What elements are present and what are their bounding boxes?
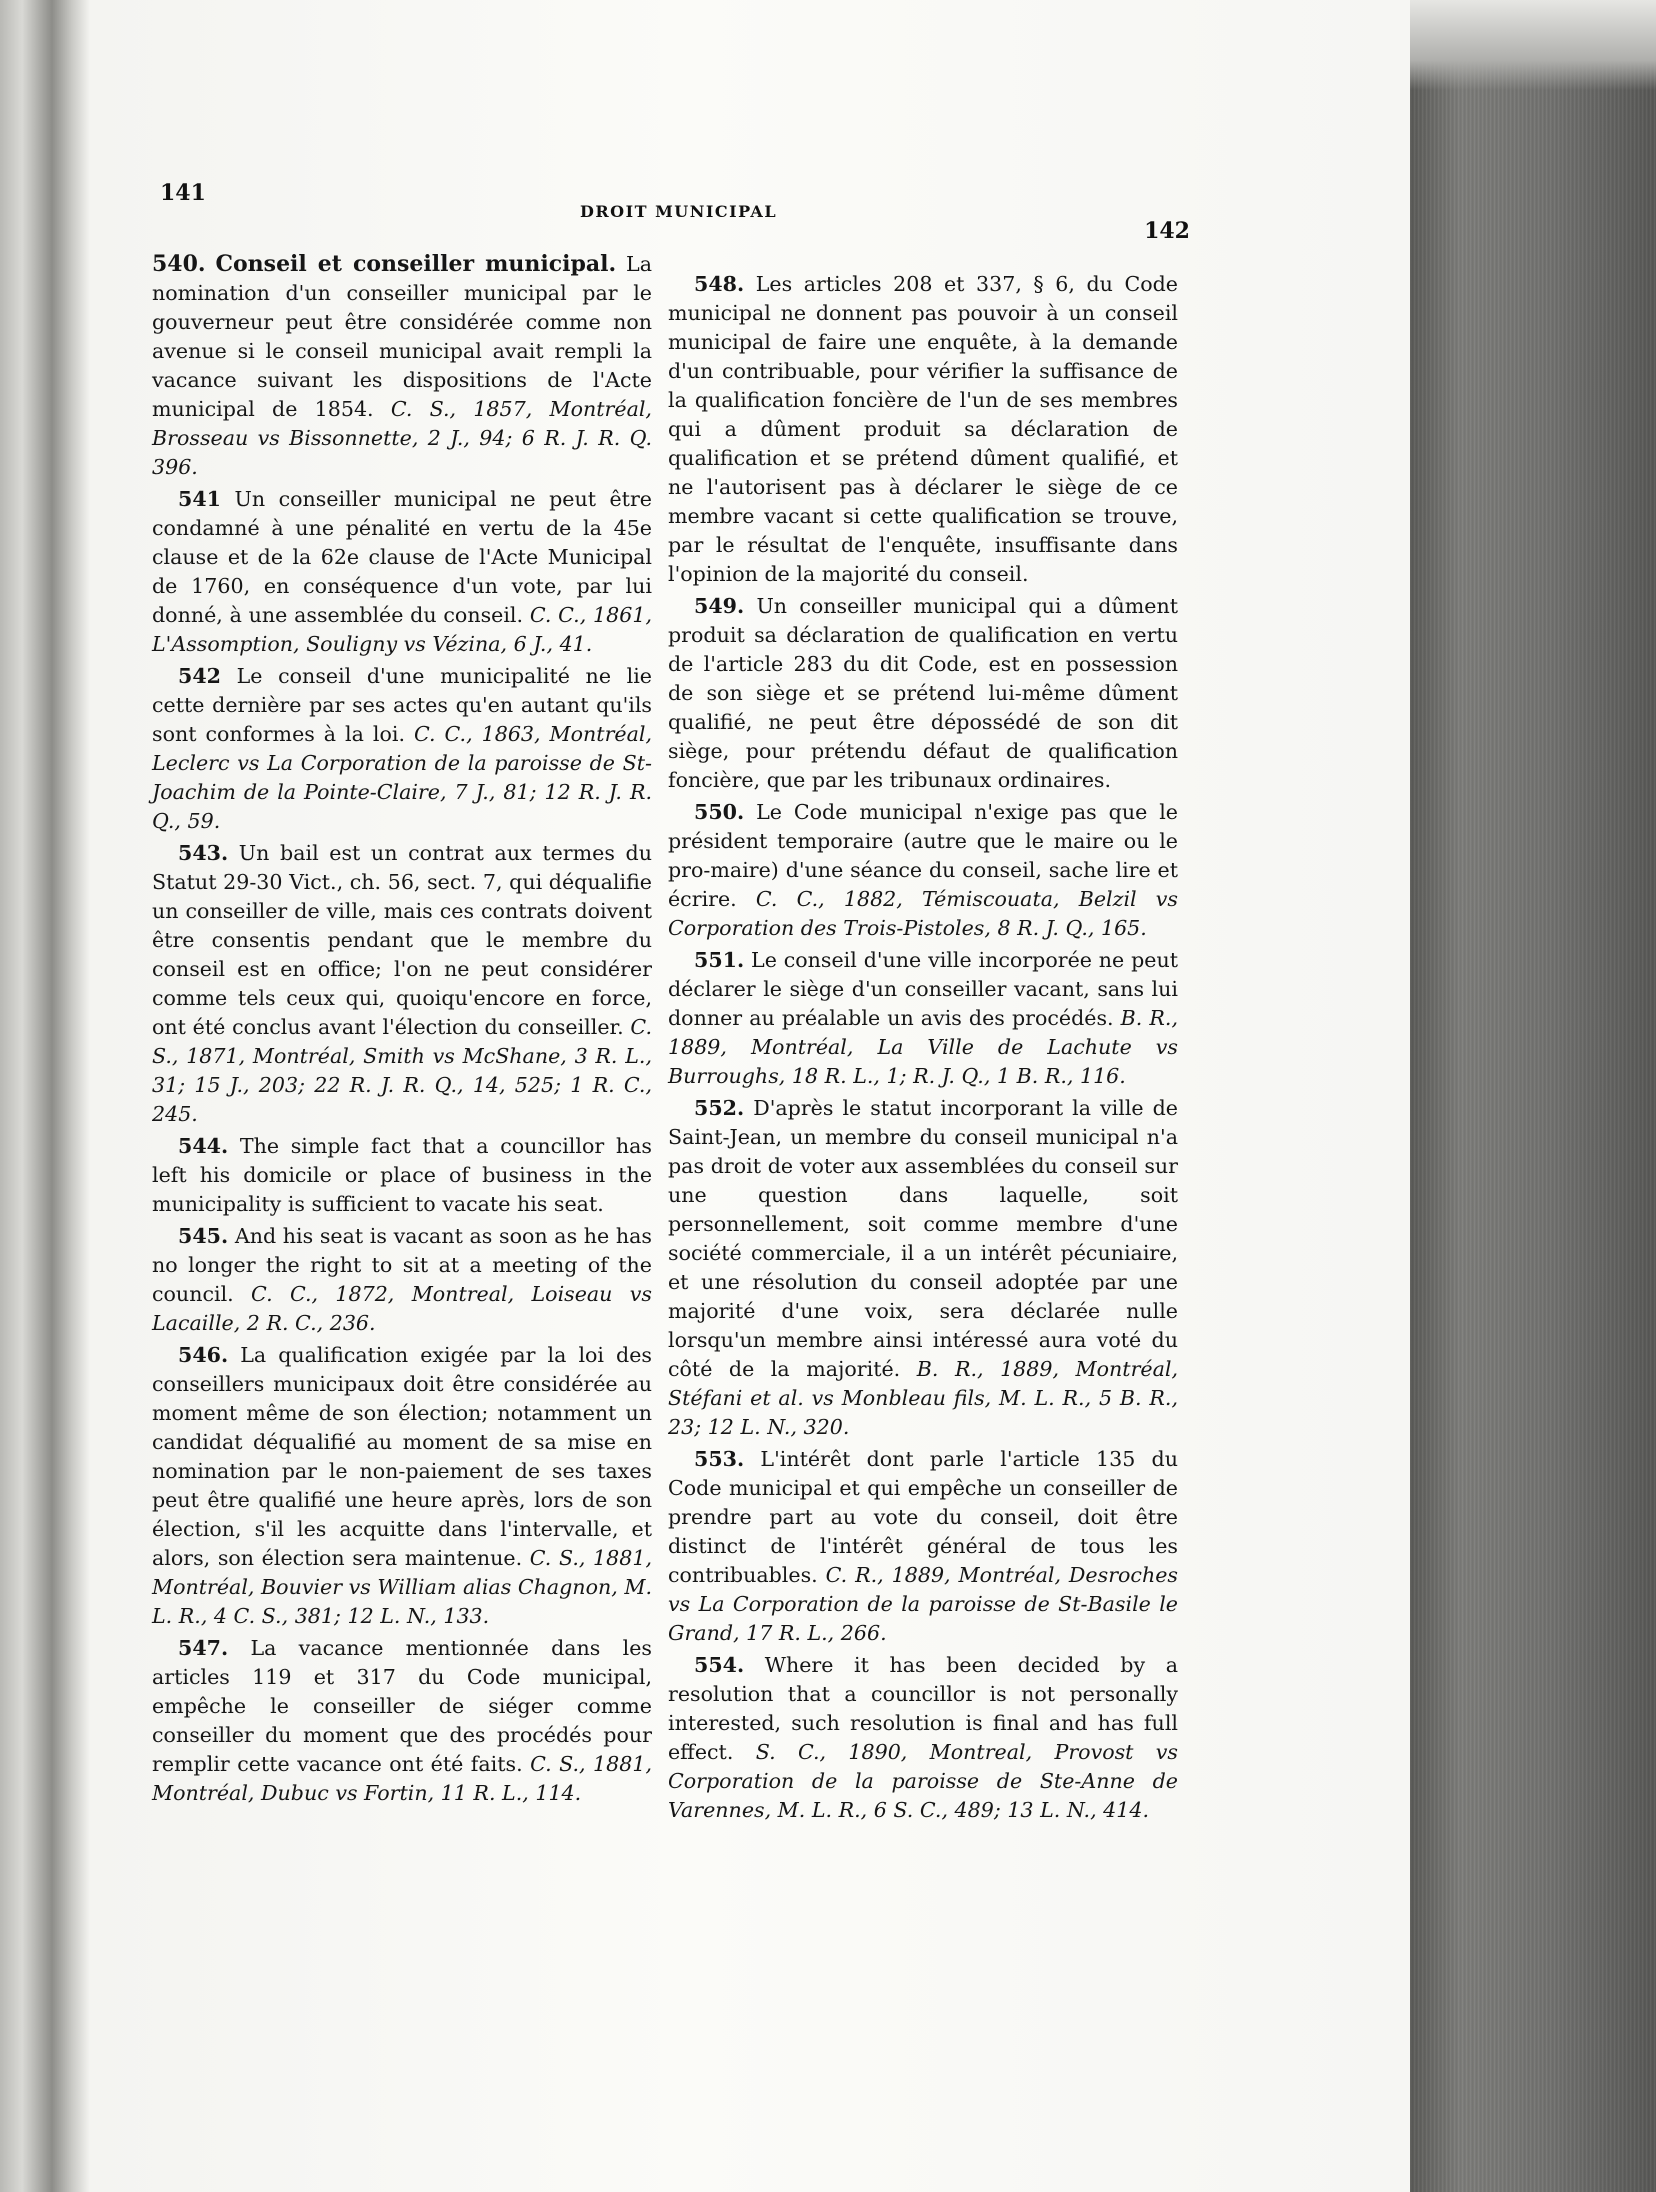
entry-544 (152, 1132, 652, 1219)
entry-text: Un conseiller municipal qui a dûment produit sa déclaration de qualification en vertu de l'article 283 du dit Code, est en possession de son siège et se prétend lui-même dûment qualifié, ne peut être dépossédé de son dit siège, pour prétendu défaut de qualification foncière, que par les tribunaux ordinaires. (668, 594, 1178, 792)
entry-number: 543. (178, 841, 229, 865)
column-right (668, 270, 1178, 1828)
entry-text: D'après le statut incorporant la ville de Saint-Jean, un membre du conseil municipal n'a pas droit de voter aux assemblées du conseil sur une question dans laquelle, soit personnellement, soit comme membre d'une société commerciale, il a un intérêt pécuniaire, et une résolution du conseil adoptée par une majorité d'une voix, sera déclarée nulle lorsqu'un membre ainsi intéressé aura voté du côté de la majorité. (668, 1096, 1178, 1381)
entry-number: 547. (178, 1636, 229, 1660)
entry-541 (152, 485, 652, 659)
entry-number: 546. (178, 1343, 229, 1367)
page-edges (1410, 0, 1656, 2192)
page-edges-top (1410, 0, 1656, 90)
entry-citation: C. S., 1881, Montréal, Dubuc vs Fortin, 11 R. L., 114. (152, 1752, 653, 1805)
book-binding (0, 0, 90, 2192)
entry-citation: C. C., 1863, Montréal, Leclerc vs La Corporation de la paroisse de St-Joachim de la Pointe-Claire, 7 J., 81; 12 R. J. R. Q., 59. (152, 722, 653, 833)
entry-number: 553. (694, 1447, 745, 1471)
entry-citation: C. R., 1889, Montréal, Desroches vs La Corporation de la paroisse de St-Basile le Grand, 17 R. L., 266. (668, 1563, 1178, 1645)
entry-text: Where it has been decided by a resolution that a councillor is not personally interested, such resolution is final and has full effect. (668, 1653, 1178, 1764)
entry-citation: C. C., 1872, Montreal, Loiseau vs Lacaille, 2 R. C., 236. (152, 1282, 652, 1335)
entry-number: 550. (694, 800, 745, 824)
entry-number: 544. (178, 1134, 229, 1158)
entry-citation: B. R., 1889, Montréal, Stéfani et al. vs Monbleau fils, M. L. R., 5 B. R., 23; 12 L. N., 320. (668, 1357, 1179, 1439)
entry-text: La vacance mentionnée dans les articles 119 et 317 du Code municipal, empêche le conseiller de siéger comme conseiller du moment que des procédés pour remplir cette vacance ont été faits. (152, 1636, 652, 1776)
running-title: DROIT MUNICIPAL (580, 202, 778, 221)
entry-number: 541 (178, 487, 221, 511)
page-header (160, 168, 1190, 244)
entry-citation: C. S., 1871, Montréal, Smith vs McShane, 3 R. L., 31; 15 J., 203; 22 R. J. R. Q., 14, 525; 1 R. C., 245. (152, 1015, 652, 1126)
entry-545 (152, 1222, 652, 1338)
entry-text: Le conseil d'une ville incorporée ne peut déclarer le siège d'un conseiller vacant, sans lui donner au préalable un avis des procédés. (668, 948, 1178, 1030)
entry-number: 540. (152, 251, 206, 277)
entry-text: Le Code municipal n'exige pas que le président temporaire (autre que le maire ou le pro-maire) d'une séance du conseil, sache lire et écrire. (668, 800, 1178, 911)
entry-text: La qualification exigée par la loi des conseillers municipaux doit être considérée au moment même de son élection; notamment un candidat déqualifié au moment de sa mise en nomination par le non-paiement de ses taxes peut être qualifié une heure après, lors de son élection, s'il les acquitte dans l'intervalle, et alors, son élection sera maintenue. (152, 1343, 652, 1570)
entry-548 (668, 270, 1178, 589)
entry-citation: C. S., 1881, Montréal, Bouvier vs William alias Chagnon, M. L. R., 4 C. S., 381; 12 L. N., 133. (152, 1546, 652, 1628)
entry-text: La nomination d'un conseiller municipal par le gouverneur peut être considérée comme non avenue si le conseil municipal avait rempli la vacance suivant les dispositions de l'Acte municipal de 1854. (152, 252, 652, 421)
entry-text: Un conseiller municipal ne peut être condamné à une pénalité en vertu de la 45e clause et de la 62e clause de l'Acte Municipal de 1760, en conséquence d'un vote, par lui donné, à une assemblée du conseil. (152, 487, 652, 627)
page-number-right: 142 (1144, 218, 1190, 244)
entry-text: Le conseil d'une municipalité ne lie cette dernière par ses actes qu'en autant qu'ils sont conformes à la loi. (152, 664, 652, 746)
entry-citation: C. C., 1861, L'Assomption, Souligny vs Vézina, 6 J., 41. (152, 603, 653, 656)
entry-542 (152, 662, 652, 836)
entry-text: The simple fact that a councillor has left his domicile or place of business in the municipality is sufficient to vacate his seat. (152, 1134, 652, 1216)
entry-552 (668, 1094, 1178, 1442)
entry-number: 548. (694, 272, 745, 296)
entry-549 (668, 592, 1178, 795)
entry-number: 554. (694, 1653, 745, 1677)
page-number-left: 141 (160, 180, 206, 206)
entry-number: 542 (178, 664, 221, 688)
entry-text: And his seat is vacant as soon as he has no longer the right to sit at a meeting of the council. (152, 1224, 652, 1306)
entry-554 (668, 1651, 1178, 1825)
entry-citation: S. C., 1890, Montreal, Provost vs Corporation de la paroisse de Ste-Anne de Varennes, M. L. R., 6 S. C., 489; 13 L. N., 414. (668, 1740, 1178, 1822)
entry-citation: B. R., 1889, Montréal, La Ville de Lachute vs Burroughs, 18 R. L., 1; R. J. Q., 1 B. R., 116. (668, 1006, 1179, 1088)
entry-text: Les articles 208 et 337, § 6, du Code municipal ne donnent pas pouvoir à un conseil municipal de faire une enquête, à la demande d'un contribuable, pour vérifier la suffisance de la qualification foncière de l'un de ses membres qui a dûment produit sa déclaration de qualification et se prétend dûment qualifié, et ne l'autorisent pas à déclarer le siège de ce membre vacant si cette qualification se trouve, par le résultat de l'enquête, insuffisante dans l'opinion de la majorité du conseil. (668, 272, 1178, 586)
entry-553 (668, 1445, 1178, 1648)
entry-546 (152, 1341, 652, 1631)
column-left (152, 250, 652, 1811)
entry-number: 552. (694, 1096, 745, 1120)
entry-title: Conseil et conseiller municipal. (215, 251, 617, 277)
entry-551 (668, 946, 1178, 1091)
entry-540 (152, 250, 652, 482)
entry-number: 545. (178, 1224, 229, 1248)
entry-number: 549. (694, 594, 745, 618)
entry-number: 551. (694, 948, 745, 972)
entry-citation: C. S., 1857, Montréal, Brosseau vs Bissonnette, 2 J., 94; 6 R. J. R. Q. 396. (152, 397, 652, 479)
entry-citation: C. C., 1882, Témiscouata, Belzil vs Corporation des Trois-Pistoles, 8 R. J. Q., 165. (668, 887, 1178, 940)
entry-text: Un bail est un contrat aux termes du Statut 29-30 Vict., ch. 56, sect. 7, qui déqualifie un conseiller de ville, mais ces contrats doivent être consentis pendant que le membre du conseil est en office; l'on ne peut considérer comme tels ceux qui, quoiqu'encore en force, ont été conclus avant l'élection du conseiller. (152, 841, 652, 1039)
entry-550 (668, 798, 1178, 943)
entry-543 (152, 839, 652, 1129)
entry-547 (152, 1634, 652, 1808)
entry-text: L'intérêt dont parle l'article 135 du Code municipal et qui empêche un conseiller de prendre part au vote du conseil, doit être distinct de l'intérêt général de tous les contribuables. (668, 1447, 1178, 1587)
